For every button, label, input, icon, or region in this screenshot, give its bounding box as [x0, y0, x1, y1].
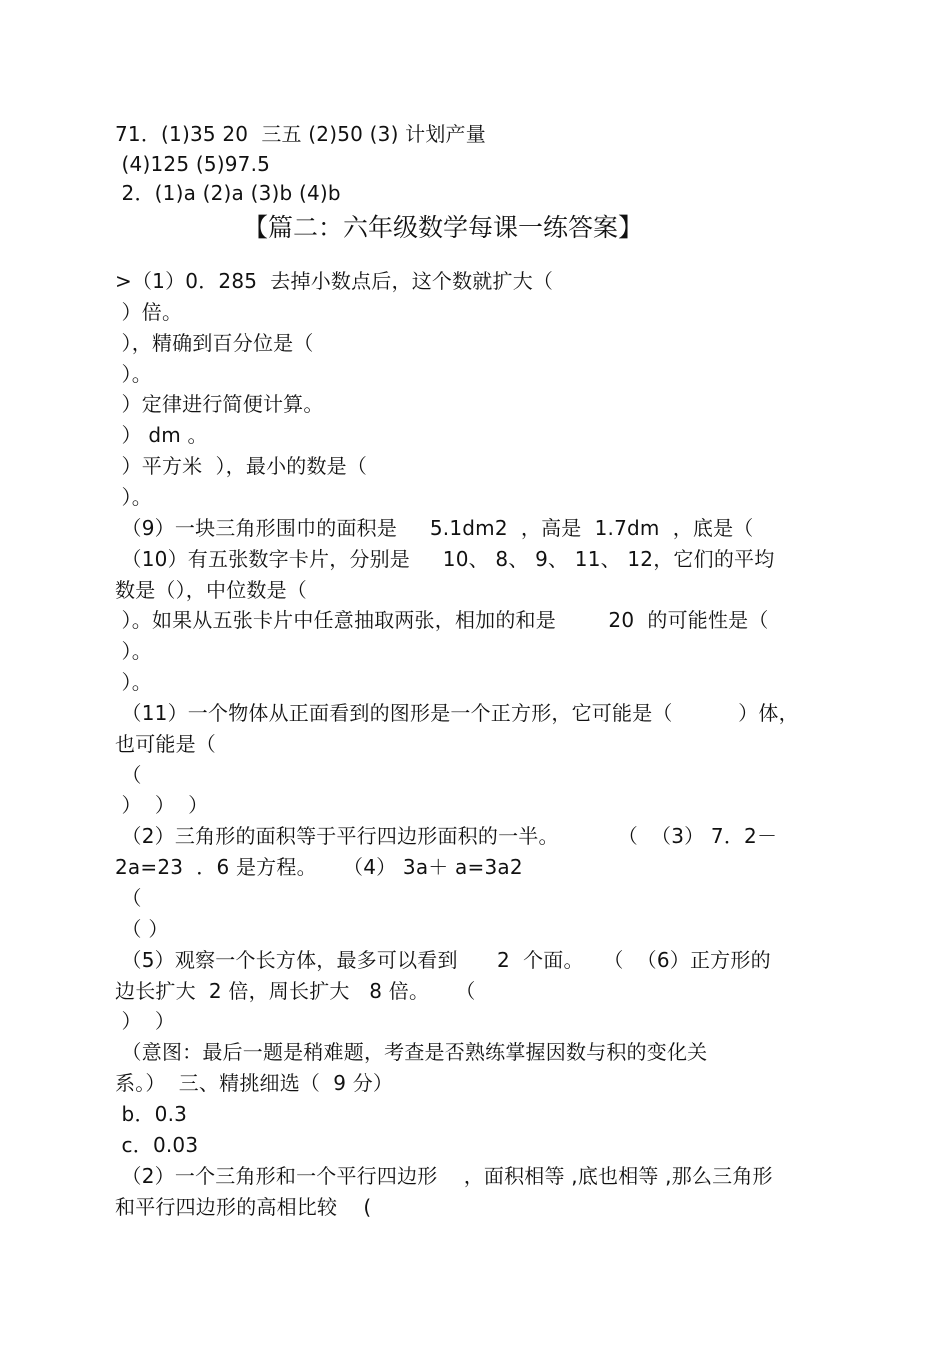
- text-line: （: [115, 886, 142, 910]
- text-line: 71．(1)35 20 三五 (2)50 (3) 计划产量: [115, 122, 486, 146]
- text-line: (4)125 (5)97.5: [115, 151, 271, 176]
- text-line: （ ）: [115, 916, 169, 941]
- text-line: 2a=23 ．6 是方程。 （4） 3a＋ a=3a2: [115, 855, 523, 880]
- text-line: 2．(1)a (2)a (3)b (4)b: [115, 181, 341, 205]
- text-line: 边长扩大 2 倍，周长扩大 8 倍。 （: [115, 978, 476, 1003]
- text-line: ）。: [115, 484, 152, 509]
- text-line: （2）三角形的面积等于平行四边形面积的一半。 （ （3） 7．2－: [115, 824, 778, 849]
- text-line: （9）一块三角形围巾的面积是 5.1dm2 ，高是 1.7dm ，底是（: [115, 515, 754, 540]
- text-line: （: [115, 762, 142, 787]
- text-line: ）。: [115, 361, 152, 386]
- text-line: ）平方米 ），最小的数是（: [115, 454, 368, 479]
- text-line: ）。如果从五张卡片中任意抽取两张，相加的和是 20 的可能性是（: [115, 608, 769, 633]
- text-line: ）定律进行简便计算。: [115, 392, 324, 417]
- text-line: （意图：最后一题是稍难题，考查是否熟练掌握因数与积的变化关: [115, 1040, 708, 1065]
- text-line: ） ） ）: [115, 793, 209, 818]
- text-line: ） dm 。: [115, 423, 208, 448]
- text-line: ） ）: [115, 1009, 176, 1034]
- text-line: ）倍。: [115, 299, 183, 324]
- text-line: 系。） 三、精挑细选（ 9 分）: [115, 1071, 394, 1096]
- text-line: ），精确到百分位是（: [115, 330, 314, 355]
- text-line: ）。: [115, 639, 152, 664]
- text-line: 数是（），中位数是（: [115, 577, 307, 602]
- text-line: 和平行四边形的高相比较 (: [115, 1194, 372, 1219]
- text-line: b．0.3: [115, 1101, 188, 1126]
- text-line: （11）一个物体从正面看到的图形是一个正方形，它可能是（ ）体，: [115, 700, 799, 725]
- text-line: （2）一个三角形和一个平行四边形 ，面积相等 ,底也相等 ,那么三角形: [115, 1163, 773, 1188]
- text-line: （10）有五张数字卡片，分别是 10、 8、 9、 11、 12，它们的平均: [115, 546, 775, 571]
- section-heading: 【篇二：六年级数学每课一练答案】: [243, 213, 644, 242]
- text-line: 也可能是（: [115, 731, 216, 756]
- text-line: >（1）0．285 去掉小数点后，这个数就扩大（: [115, 269, 554, 293]
- text-line: （5）观察一个长方体，最多可以看到 2 个面。 （ （6）正方形的: [115, 947, 771, 972]
- text-line: ）。: [115, 670, 152, 695]
- text-line: c．0.03: [115, 1132, 199, 1157]
